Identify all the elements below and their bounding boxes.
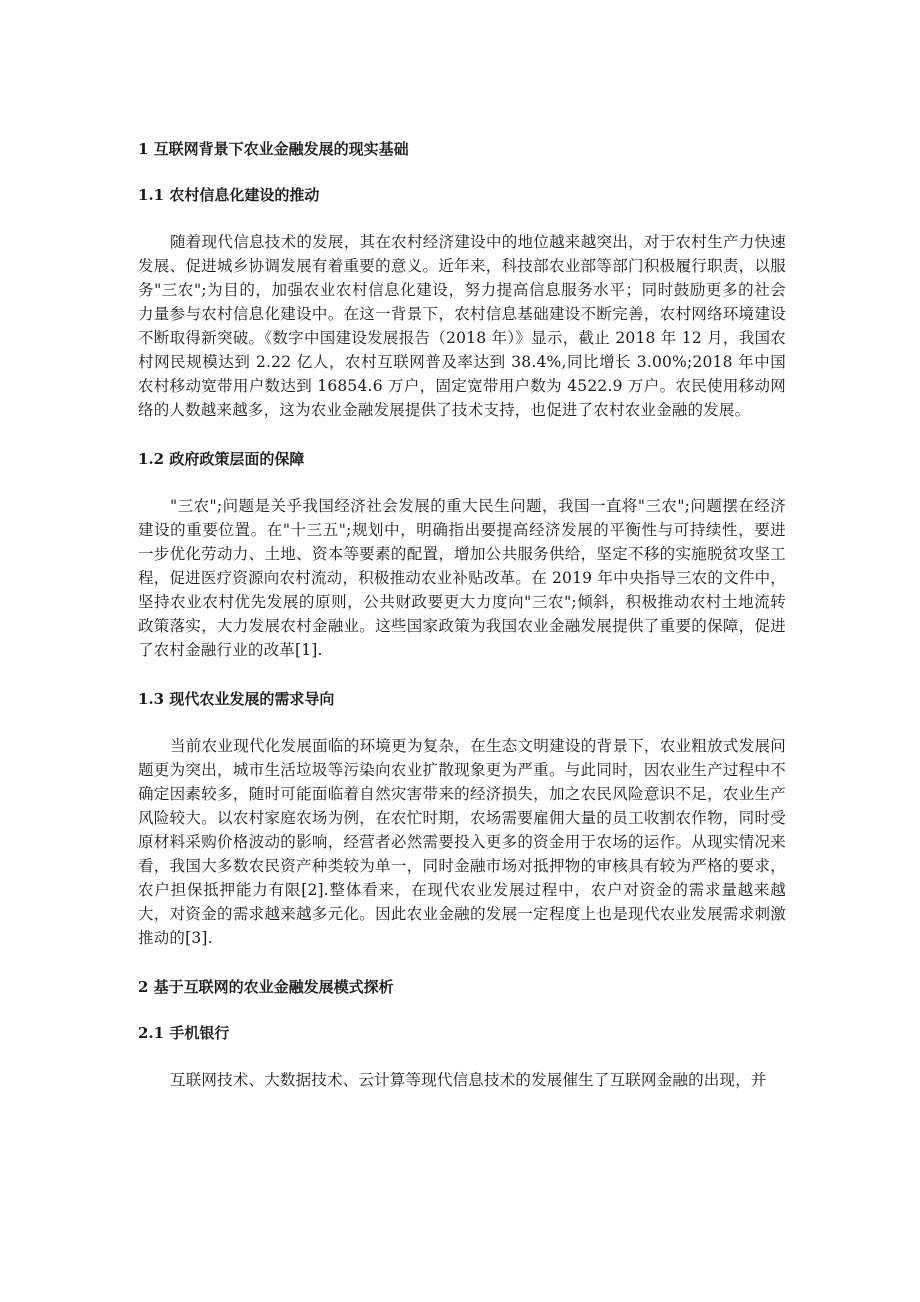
- document-body: [138, 138, 786, 1092]
- section-1-heading: 1 互联网背景下农业金融发展的现实基础: [138, 140, 409, 158]
- section-1-2-heading: 1.2 政府政策层面的保障: [138, 450, 305, 468]
- section-1-2-paragraph: "三农";问题是关乎我国经济社会发展的重大民生问题，我国一直将"三农";问题摆在经济建设的重要位置。在"十三五";规划中，明确指出要提高经济发展的平衡性与可持续性，要进一步优化劳动力、土地、资本等要素的配置，增加公共服务供给，坚定不移的实施脱贫攻坚工程，促进医疗资源向农村流动，积极推动农业补贴改革。在 2019 年中央指导三农的文件中，坚持农业农村优先发展的原则，公共财政要更大力度向"三农";倾斜，积极推动农村土地流转政策落实，大力发展农村金融业。这些国家政策为我国农业金融发展提供了重要的保障，促进了农村金融行业的改革[1].: [138, 497, 786, 659]
- section-2-heading: 2 基于互联网的农业金融发展模式探析: [138, 978, 394, 996]
- section-1-3-heading: 1.3 现代农业发展的需求导向: [138, 690, 335, 708]
- section-1-1-paragraph: 随着现代信息技术的发展，其在农村经济建设中的地位越来越突出，对于农村生产力快速发展、促进城乡协调发展有着重要的意义。近年来，科技部农业部等部门积极履行职责，以服务"三农";为目的，加强农业农村信息化建设，努力提高信息服务水平；同时鼓励更多的社会力量参与农村信息化建设中。在这一背景下，农村信息基础建设不断完善，农村网络环境建设不断取得新突破。《数字中国建设发展报告（2018 年）》显示，截止 2018 年 12 月，我国农村网民规模达到 2.22 亿人，农村互联网普及率达到 38.4%,同比增长 3.00%;2018 年中国农村移动宽带用户数达到 16854.6 万户，固定宽带用户数为 4522.9 万户。农民使用移动网络的人数越来越多，这为农业金融发展提供了技术支持，也促进了农村农业金融的发展。: [138, 233, 786, 419]
- section-2-1-heading: 2.1 手机银行: [138, 1024, 230, 1042]
- section-2-1-paragraph: 互联网技术、大数据技术、云计算等现代信息技术的发展催生了互联网金融的出现，并: [170, 1071, 767, 1089]
- section-1-1-heading: 1.1 农村信息化建设的推动: [138, 186, 320, 204]
- section-1-3-paragraph: 当前农业现代化发展面临的环境更为复杂，在生态文明建设的背景下，农业粗放式发展问题更为突出，城市生活垃圾等污染向农业扩散现象更为严重。与此同时，因农业生产过程中不确定因素较多，随时可能面临着自然灾害带来的经济损失，加之农民风险意识不足，农业生产风险较大。以农村家庭农场为例，在农忙时期，农场需要雇佣大量的员工收割农作物，同时受原材料采购价格波动的影响，经营者必然需要投入更多的资金用于农场的运作。从现实情况来看，我国大多数农民资产种类较为单一，同时金融市场对抵押物的审核具有较为严格的要求，农户担保抵押能力有限[2].整体看来，在现代农业发展过程中，农户对资金的需求量越来越大，对资金的需求越来越多元化。因此农业金融的发展一定程度上也是现代农业发展需求刺激推动的[3].: [138, 737, 786, 947]
